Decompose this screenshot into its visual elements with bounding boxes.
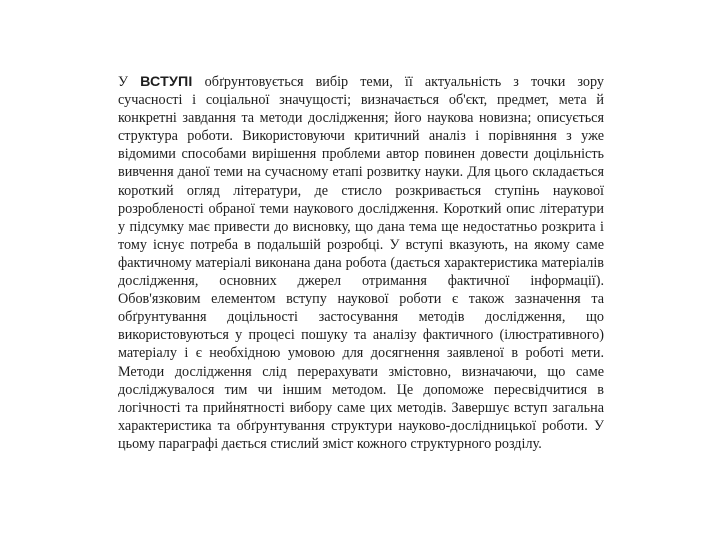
text-line: у підсумку має привести до висновку, що дана тема ще недостатньо розкрита і (118, 218, 604, 235)
text-line: сучасності і соціальної значущості; визначається об'єкт, предмет, мета й (118, 92, 604, 109)
text-line-1 (118, 73, 604, 91)
text-line: конкретні завдання та методи дослідження; його наукова новизна; описується (118, 110, 604, 127)
text-line: структура роботи. Використовуючи критичний аналіз і порівняння з уже (118, 128, 604, 145)
text-line-last: цьому параграфі дається стислий зміст кожного структурного розділу. (118, 435, 542, 452)
text-line: використовуються у процесі пошуку та аналізу фактичного (ілюстративного) (118, 327, 604, 344)
text-line: фактичному матеріалі виконана дана робота (дається характеристика матеріалів (118, 254, 604, 271)
text-line: тому існує потреба в подальшій розробці. У вступі вказують, на якому саме (118, 236, 604, 253)
keyword-vstupi: ВСТУПІ (140, 74, 193, 90)
text-line: досліджувалося тим чи іншим методом. Це допоможе пересвідчитися в (118, 381, 604, 398)
text-prefix: У (118, 74, 129, 90)
text-line: відомими способами вирішення проблеми автор повинен довести доцільність (118, 146, 604, 163)
text-line: матеріалу і є необхідною умовою для досягнення заявленої в роботі мети. (118, 345, 604, 362)
text-line: Обов'язковим елементом вступу наукової роботи є також зазначення та (118, 291, 604, 308)
text-line: розробленості обраної теми наукового дослідження. Короткий опис літератури (118, 200, 604, 217)
body-text (118, 73, 604, 453)
text-line: короткий огляд літератури, де стисло розкривається ступінь наукової (118, 182, 604, 199)
text-line: вивчення даної теми на сучасному етапі розвитку науки. Для цього складається (118, 164, 604, 181)
text-line: характеристика та обґрунтування структури науково-дослідницької роботи. У (118, 417, 604, 434)
text-rest: обґрунтовується вибір теми, її актуальність з точки зору (204, 74, 604, 90)
text-line: логічності та прийнятності вибору саме цих методів. Завершує вступ загальна (118, 399, 604, 416)
text-line: обґрунтування доцільності застосування методів дослідження, що (118, 309, 604, 326)
text-line: Методи дослідження слід перерахувати змістовно, визначаючи, що саме (118, 363, 604, 380)
text-line: дослідження, основних джерел отримання фактичної інформації). (118, 273, 604, 290)
